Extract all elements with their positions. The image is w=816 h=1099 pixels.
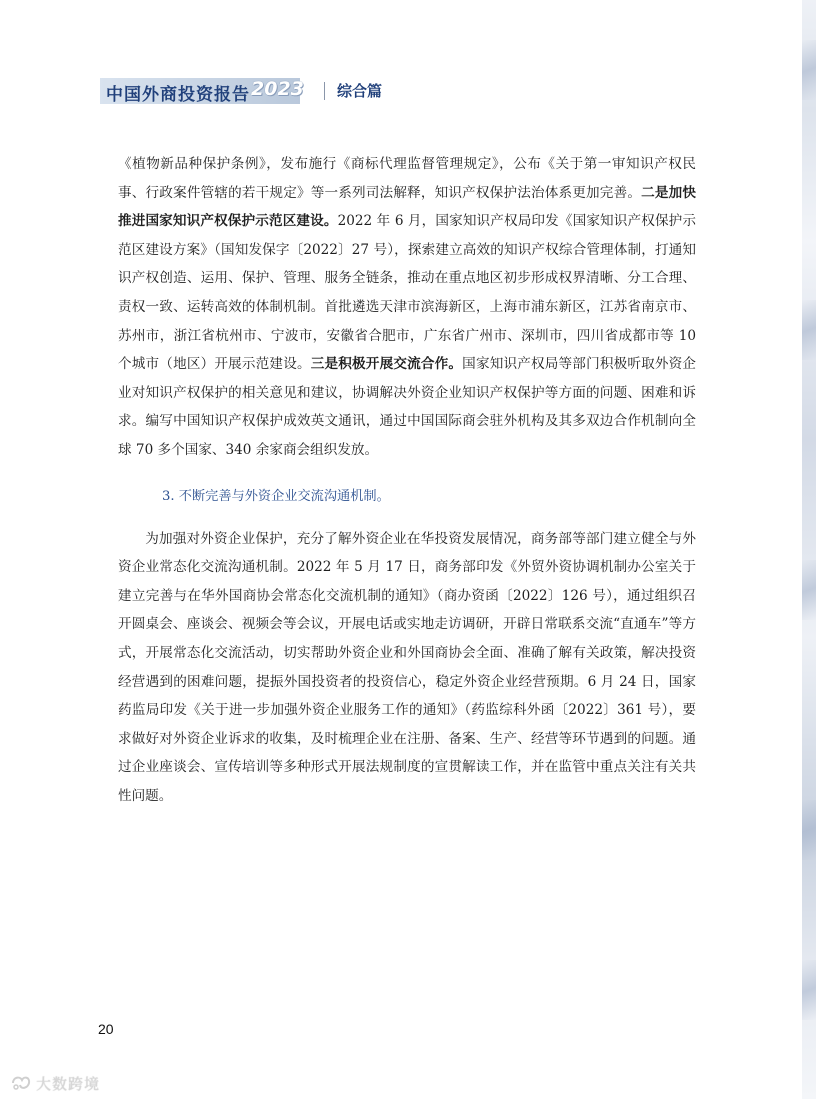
report-year: 2023 <box>251 78 304 100</box>
page-fold-shade <box>802 960 816 1020</box>
watermark-text: 大数跨境 <box>36 1074 101 1093</box>
paragraph: 为加强对外资企业保护，充分了解外资企业在华投资发展情况，商务部等部门建立健全与外资企业常态化交流沟通机制。2022 年 5 月 17 日，商务部印发《外贸外资协调机制办公室关于建立完善与在华外国商协会常态化交流机制的通知》（商办资函〔2022〕126 号），通过组织召开圆桌会、座谈会、视频会等会议，开展电话或实地走访调研，开辟日常联系交流“直通车”等方式，开展常态化交流活动，切实帮助外资企业和外国商协会全面、准确了解有关政策，解决投资经营遇到的困难问题，提振外国投资者的投资信心，稳定外资企业经营预期。6 月 24 日，国家药监局印发《关于进一步加强外资企业服务工作的通知》（药监综科外函〔2022〕361 号），要求做好对外资企业诉求的收集，及时梳理企业在注册、备案、生产、经营等环节遇到的问题。通过企业座谈会、宣传培训等多种形式开展法规制度的宣贯解读工作，并在监管中重点关注有关共性问题。 <box>118 530 696 804</box>
page-fold-shade <box>802 560 816 620</box>
page-fold-shade <box>802 40 816 100</box>
text-run: 国家知识产权局等部门积极听取外资企业对知识产权保护的相关意见和建议，协调解决外资企业知识产权保护等方面的问题、困难和诉求。编写中国知识产权保护成效英文通讯，通过中国国际商会驻外机构及其多双边合作机制向全球 70 多个国家、340 余家商会组织发放。 <box>118 356 697 458</box>
page-number: 20 <box>98 1021 114 1037</box>
section-name: 综合篇 <box>337 82 383 100</box>
text-run: 《植物新品种保护条例》，发布施行《商标代理监督管理规定》，公布《关于第一审知识产权民事、行政案件管辖的若干规定》等一系列司法解释，知识产权保护法治体系更加完善。 <box>118 156 696 201</box>
page-fold-shade <box>802 800 816 860</box>
running-header <box>100 76 600 106</box>
bold-point: 三是积极开展交流合作。 <box>310 356 463 373</box>
body-text <box>118 150 696 810</box>
page-fold-shade <box>802 300 816 360</box>
header-divider <box>324 82 325 100</box>
paragraph <box>118 150 696 465</box>
text-run: 2022 年 6 月，国家知识产权局印发《国家知识产权保护示范区建设方案》（国知发保字〔2022〕27 号），探索建立高效的知识产权综合管理体制，打通知识产权创造、运用、保护、管理、服务全链条，推动在重点地区初步形成权界清晰、分工合理、责权一致、运转高效的体制机制。首批遴选天津市滨海新区，上海市浦东新区，江苏省南京市、苏州市，浙江省杭州市、宁波市，安徽省合肥市，广东省广州市、深圳市，四川省成都市等 10 个城市（地区）开展示范建设。 <box>118 213 696 373</box>
watermark-logo-icon <box>10 1074 32 1092</box>
subheading: 3. 不断完善与外资企业交流沟通机制。 <box>162 488 390 504</box>
report-title: 中国外商投资报告 <box>106 85 250 105</box>
page-edge-shadow <box>802 0 816 1099</box>
watermark <box>10 1072 100 1094</box>
bold-point: 二是加快推进国家知识产权保护示范区建设。 <box>118 184 697 230</box>
